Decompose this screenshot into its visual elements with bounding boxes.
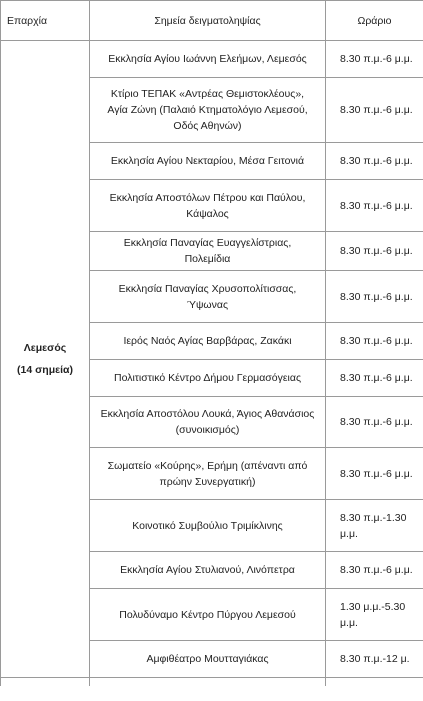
hours-cell: 8.30 π.μ.-1.30 μ.μ. — [326, 500, 423, 552]
site-cell: Εκκλησία Αγίου Νεκταρίου, Μέσα Γειτονιά — [90, 143, 326, 180]
hours-cell: 8.30 π.μ.-6 μ.μ. — [326, 552, 423, 589]
header-hours: Ωράριο — [326, 1, 423, 41]
site-cell: Εκκλησία Αγίου Ιωάννη Ελεήμων, Λεμεσός — [90, 41, 326, 78]
hours-cell: 8.30 π.μ.-6 μ.μ. — [326, 271, 423, 323]
site-cell: Εκκλησία Αγίου Στυλιανού, Λινόπετρα — [90, 552, 326, 589]
hours-cell: 8.30 π.μ.-6 μ.μ. — [326, 232, 423, 271]
partial-cell — [1, 678, 90, 687]
header-region: Επαρχία — [1, 1, 90, 41]
site-cell: Κοινοτικό Συμβούλιο Τριμίκλινης — [90, 500, 326, 552]
site-cell: Αμφιθέατρο Μουτταγιάκας — [90, 641, 326, 678]
hours-cell: 8.30 π.μ.-6 μ.μ. — [326, 41, 423, 78]
region-count: (14 σημεία) — [17, 364, 73, 376]
header-row — [1, 1, 423, 41]
site-cell: Πολιτιστικό Κέντρο Δήμου Γερμασόγειας — [90, 360, 326, 397]
hours-cell: 8.30 π.μ.-6 μ.μ. — [326, 143, 423, 180]
hours-cell: 8.30 π.μ.-6 μ.μ. — [326, 360, 423, 397]
site-cell: Κτίριο ΤΕΠΑΚ «Αντρέας Θεμιστοκλέους», Αγία Ζώνη (Παλαιό Κτηματολόγιο Λεμεσού, Οδός Αθηνών) — [90, 78, 326, 143]
site-cell: Εκκλησία Αποστόλων Πέτρου και Παύλου, Κάψαλος — [90, 180, 326, 232]
hours-cell: 8.30 π.μ.-12 μ. — [326, 641, 423, 678]
site-cell: Σωματείο «Κούρης», Ερήμη (απέναντι από πρώην Συνεργατική) — [90, 448, 326, 500]
site-cell: Πολυδύναμο Κέντρο Πύργου Λεμεσού — [90, 589, 326, 641]
header-site: Σημεία δειγματοληψίας — [90, 1, 326, 41]
hours-cell: 8.30 π.μ.-6 μ.μ. — [326, 448, 423, 500]
partial-cell — [90, 678, 326, 687]
site-cell: Εκκλησία Αποστόλου Λουκά, Άγιος Αθανάσιος (συνοικισμός) — [90, 397, 326, 448]
table-row-partial — [1, 678, 423, 687]
table-row — [1, 41, 423, 78]
hours-cell: 8.30 π.μ.-6 μ.μ. — [326, 397, 423, 448]
partial-cell — [326, 678, 423, 687]
region-name: Λεμεσός — [23, 342, 67, 354]
site-cell: Εκκλησία Παναγίας Χρυσοπολίτισσας, Ύψωνας — [90, 271, 326, 323]
site-cell: Εκκλησία Παναγίας Ευαγγελίστριας, Πολεμίδια — [90, 232, 326, 271]
hours-cell: 8.30 π.μ.-6 μ.μ. — [326, 323, 423, 360]
site-cell: Ιερός Ναός Αγίας Βαρβάρας, Ζακάκι — [90, 323, 326, 360]
hours-cell: 1.30 μ.μ.-5.30 μ.μ. — [326, 589, 423, 641]
region-cell — [1, 41, 90, 678]
hours-cell: 8.30 π.μ.-6 μ.μ. — [326, 78, 423, 143]
hours-cell: 8.30 π.μ.-6 μ.μ. — [326, 180, 423, 232]
